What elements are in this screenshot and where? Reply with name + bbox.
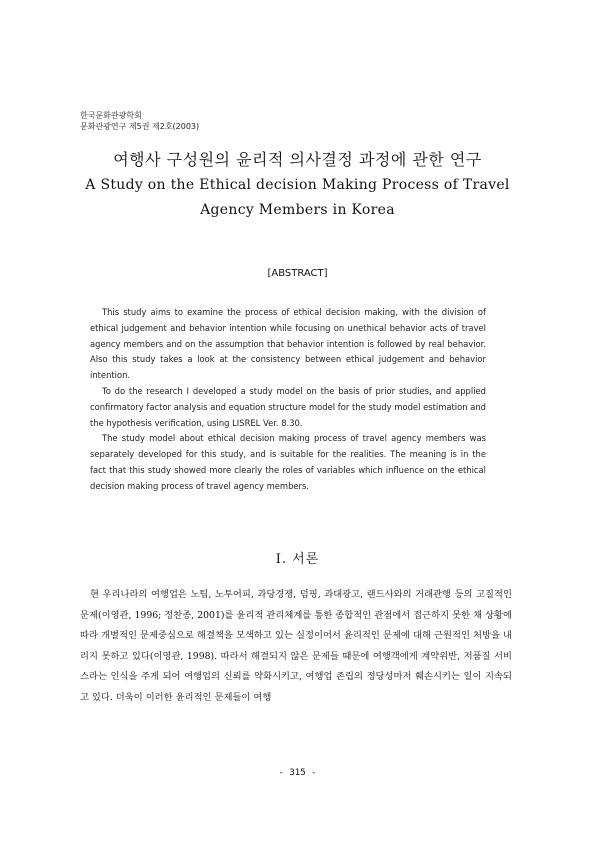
body-paragraph: 현 우리나라의 여행업은 노팁, 노투어피, 과당경쟁, 덤핑, 과대광고, 랜드사와의 거래관행 등의 고질적인 문제(이영관, 1996; 정찬종, 2001)를 윤리적 관리체계를 통한 종합적인 관점에서 접근하지 못한 채 상황에 따라 개별적인 문제중심으로 해결책을 모색하고 있는 실정이어서 윤리적인 문제에 대해 근원적인 처방을 내리지 못하고 있다(이영관, 1998). 따라서 해결되지 않은 문제들 때문에 여행객에게 계약위반, 저품질 서비스라는 인식을 주게 되어 여행업의 신뢰를 약화시키고, 여행업 존립의 정당성마저 훼손시키는 일이 지속되고 있다. 더욱이 이러한 윤리적인 문제들이 여행 <box>80 589 512 703</box>
abstract-body <box>90 305 486 495</box>
journal-volume: 문화관광연구 제5권 제2호(2003) <box>80 122 200 131</box>
english-title-line-2: Agency Members in Korea <box>200 202 395 218</box>
abstract-paragraph: This study aims to examine the process of ethical decision making, with the division of ethical judgement and behavior intention while focusing on unethical behavior acts of travel agency members and on the assumption that behavior intention is followed by real behavior. Also this study takes a look at the consistency between ethical judgement and behavior intention. <box>90 307 486 381</box>
introduction-body <box>80 585 512 708</box>
journal-header <box>80 110 199 132</box>
english-title <box>0 173 595 223</box>
page-number: - 315 - <box>278 768 317 778</box>
korean-title: 여행사 구성원의 윤리적 의사결정 과정에 관한 연구 <box>113 150 482 169</box>
abstract-heading: [ABSTRACT] <box>267 268 328 279</box>
english-title-line-1: A Study on the Ethical decision Making Process of Travel <box>85 177 510 193</box>
abstract-paragraph: The study model about ethical decision making process of travel agency members was separately developed for this study, and is suitable for the realities. The meaning is in the fact that this study showed more clearly the roles of variables which influence on the ethical decision making process of travel agency members. <box>90 433 486 491</box>
section-heading-introduction: Ⅰ. 서론 <box>275 552 320 567</box>
abstract-paragraph: To do the research I developed a study model on the basis of prior studies, and applied confirmatory factor analysis and equation structure model for the study model estimation and the hypothesis verification, using LISREL Ver. 8.30. <box>90 385 486 428</box>
society-name: 한국문화관광학회 <box>80 111 142 120</box>
